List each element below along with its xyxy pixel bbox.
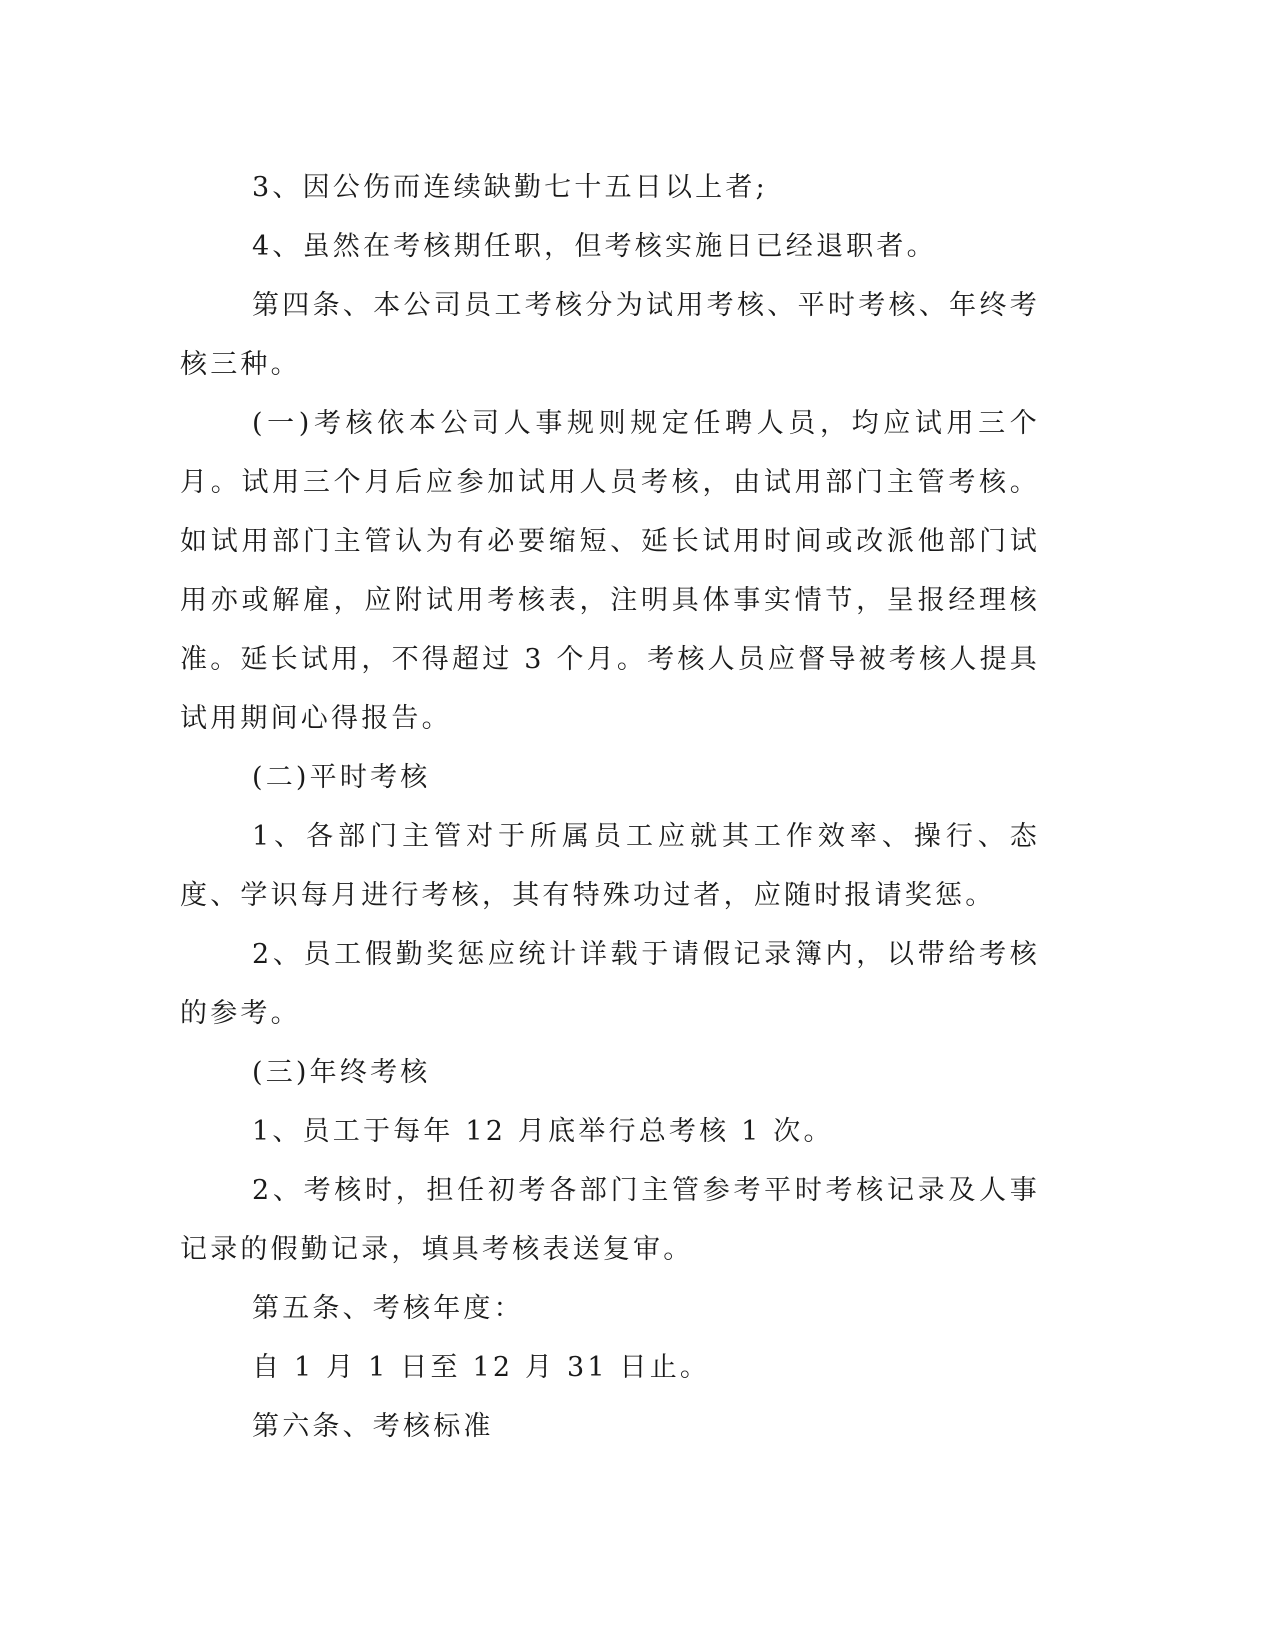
- paragraph-annual-review-1: 1、员工于每年 12 月底举行总考核 1 次。: [252, 1116, 834, 1147]
- paragraph-article-6: 第六条、考核标准: [252, 1411, 494, 1442]
- paragraph-regular-review-1: 1、各部门主管对于所属员工应就其工作效率、操行、态度、学识每月进行考核，其有特殊功过者，应随时报请奖惩。: [180, 821, 1040, 911]
- heading-regular-review: (二)平时考核: [252, 762, 431, 793]
- paragraph-article-4: 第四条、本公司员工考核分为试用考核、平时考核、年终考核三种。: [180, 290, 1040, 380]
- paragraph-probation-review: (一)考核依本公司人事规则规定任聘人员，均应试用三个月。试用三个月后应参加试用人员考核，由试用部门主管考核。如试用部门主管认为有必要缩短、延长试用时间或改派他部门试用亦或解雇，应附试用考核表，注明具体事实情节，呈报经理核准。延长试用，不得超过 3 个月。考核人员应督导被考核人提具试用期间心得报告。: [180, 408, 1040, 734]
- paragraph-annual-review-2: 2、考核时，担任初考各部门主管参考平时考核记录及人事记录的假勤记录，填具考核表送复审。: [180, 1175, 1040, 1265]
- paragraph-regular-review-2: 2、员工假勤奖惩应统计详载于请假记录簿内，以带给考核的参考。: [180, 939, 1040, 1029]
- paragraph-review-period: 自 1 月 1 日至 12 月 31 日止。: [252, 1352, 711, 1383]
- heading-annual-review: (三)年终考核: [252, 1057, 431, 1088]
- paragraph-item-3-injury: 3、因公伤而连续缺勤七十五日以上者;: [252, 172, 768, 203]
- document-body: [180, 158, 1040, 1456]
- paragraph-item-4-resigned: 4、虽然在考核期任职，但考核实施日已经退职者。: [252, 231, 937, 262]
- paragraph-article-5: 第五条、考核年度：: [252, 1293, 524, 1324]
